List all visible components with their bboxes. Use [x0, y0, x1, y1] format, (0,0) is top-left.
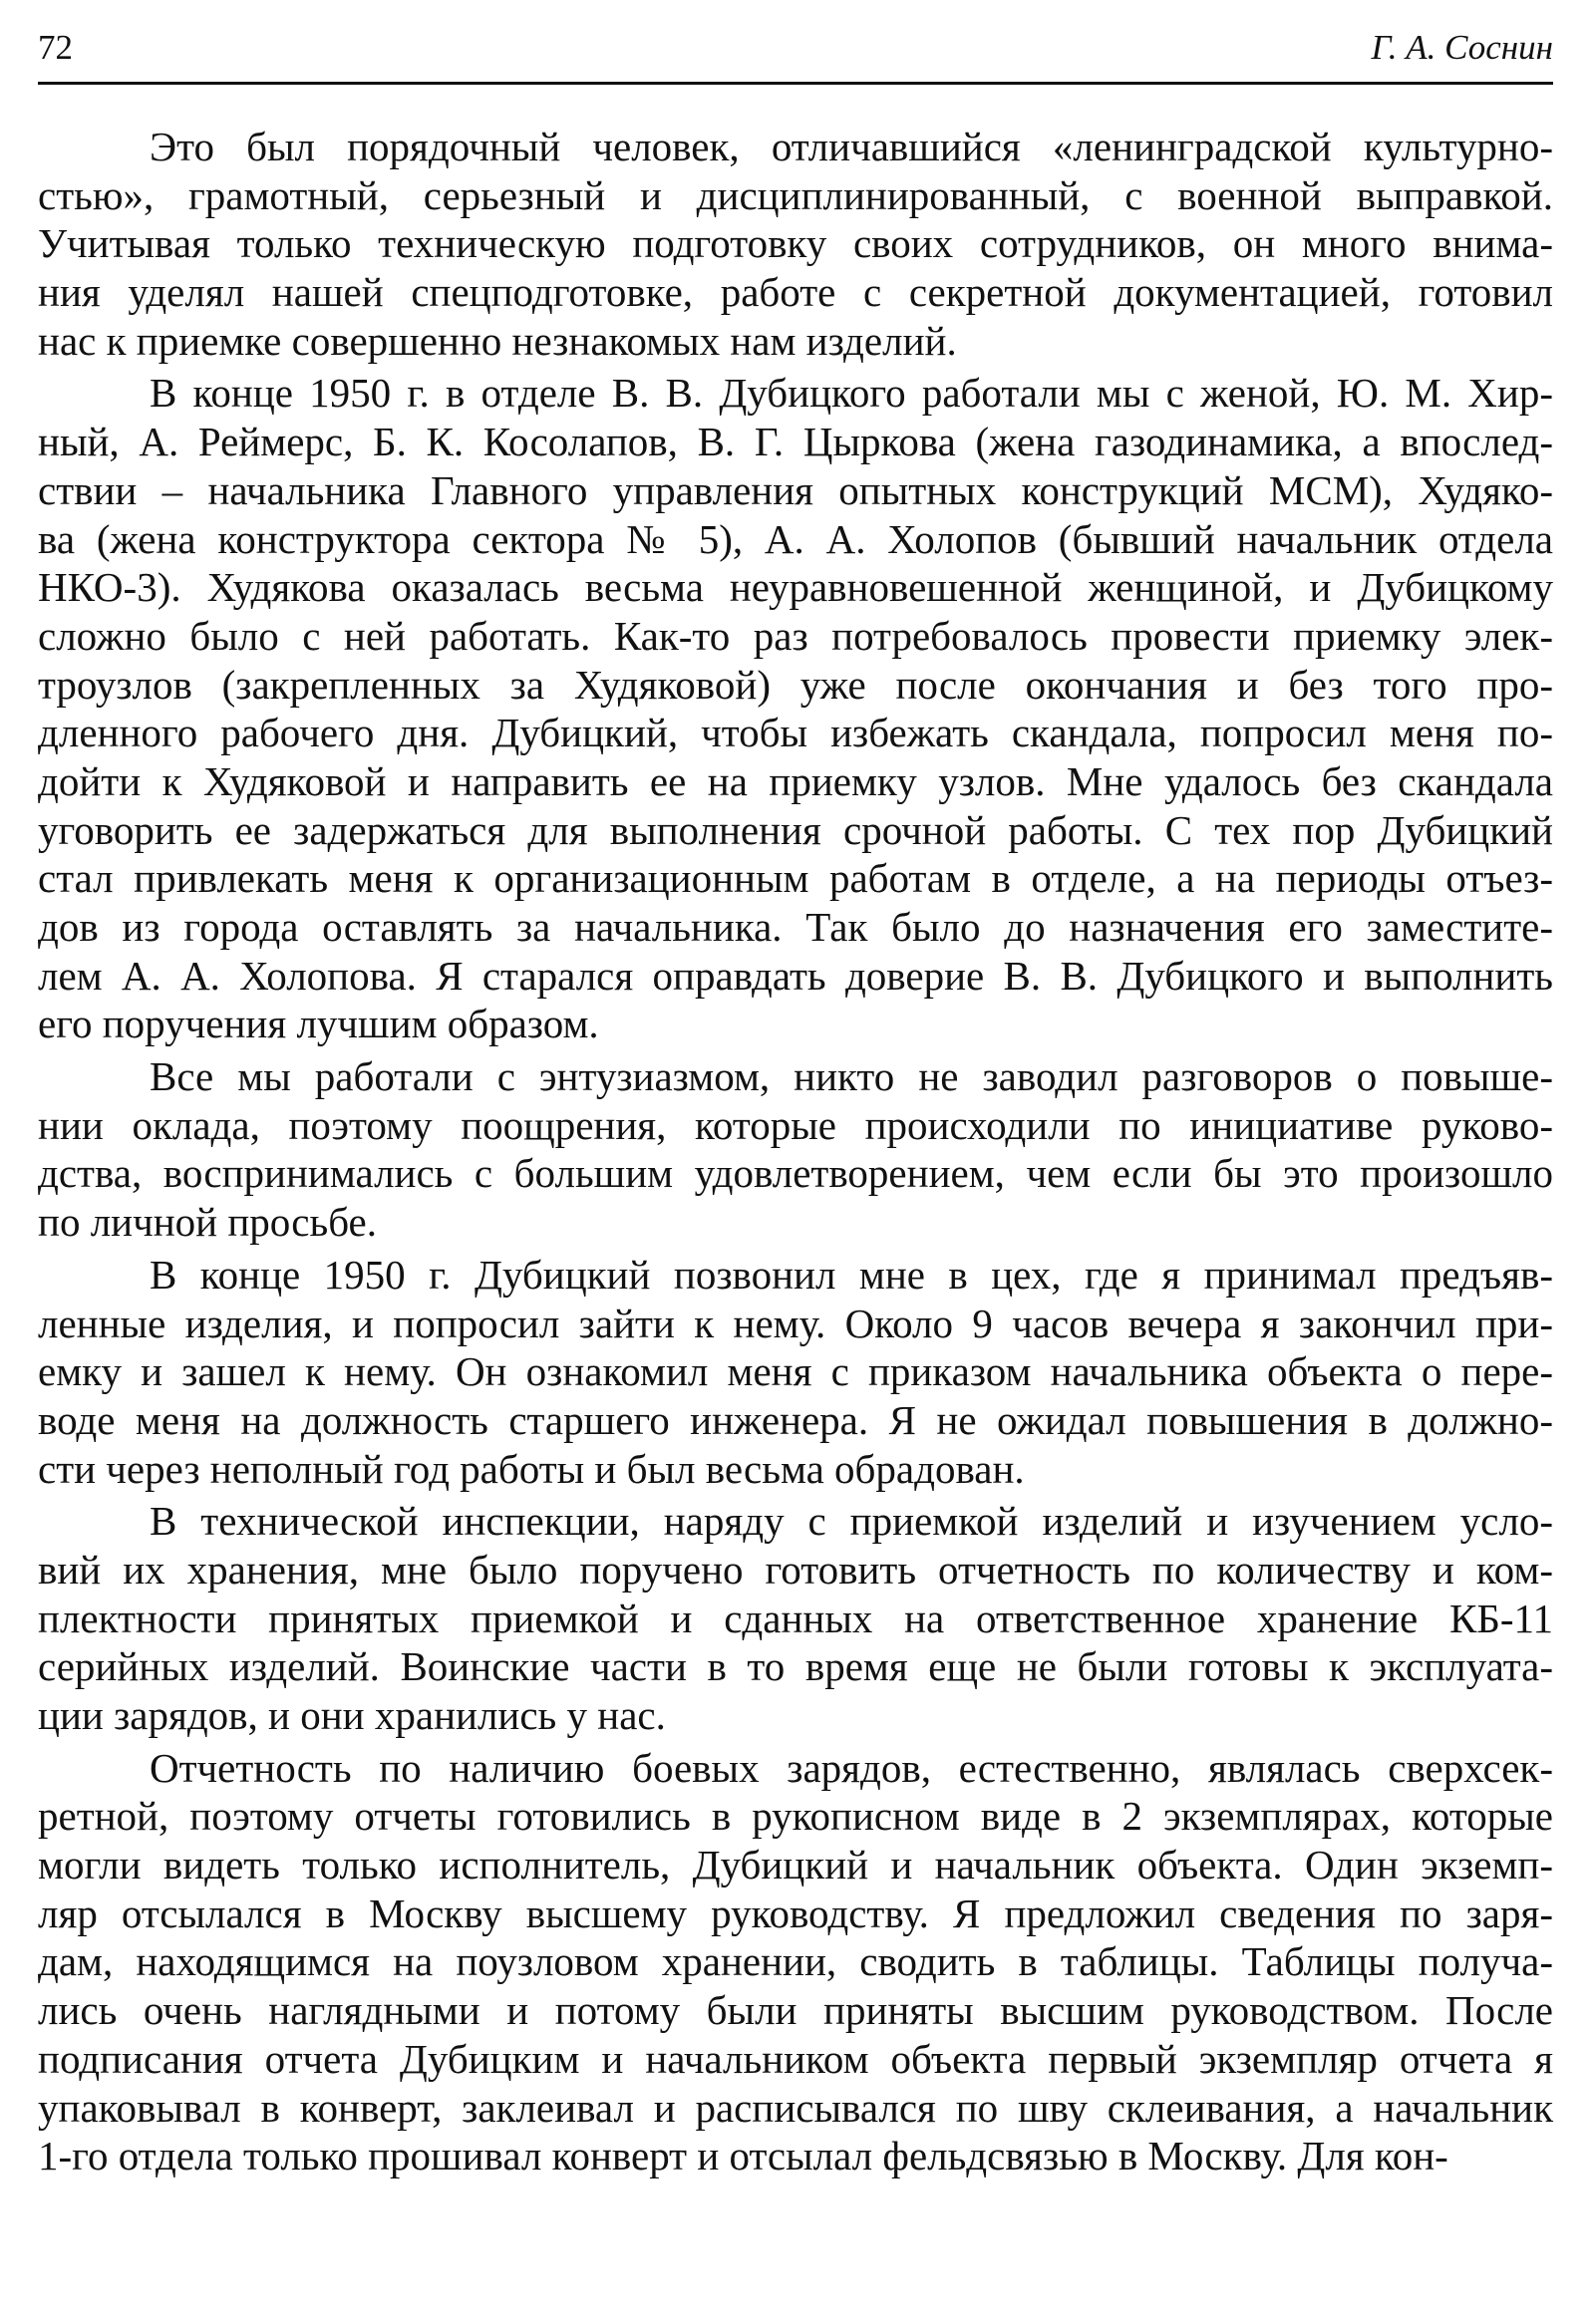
body-text: [38, 123, 1553, 2180]
text-line: лем А. А. Холопова. Я старался оправдать доверие В. В. Дубицкого и выполнить: [38, 952, 1553, 999]
text-line: дов из города оставлять за начальника. Так было до назначения его заместите-: [38, 904, 1553, 950]
text-line: упаковывал в конверт, заклеивал и расписывался по шву склеивания, а начальник: [38, 2084, 1553, 2131]
text-line: подписания отчета Дубицким и начальником объекта первый экземпляр отчета я: [38, 2035, 1553, 2082]
text-line: нас к приемке совершенно незнакомых нам изделий.: [38, 317, 957, 364]
text-line: ции зарядов, и они хранились у нас.: [38, 1692, 666, 1738]
paragraph: [38, 1497, 1553, 1739]
paragraph: [38, 1744, 1553, 2180]
text-line: дства, воспринимались с большим удовлетворением, чем если бы это произошло: [38, 1150, 1553, 1197]
text-line: вий их хранения, мне было поручено готовить отчетность по количеству и ком-: [38, 1546, 1553, 1593]
text-line: емку и зашел к нему. Он ознакомил меня с приказом начальника объекта о пере-: [38, 1348, 1553, 1395]
text-line: ния уделял нашей спецподготовке, работе с секретной документацией, готовил: [38, 269, 1553, 316]
paragraph: [38, 123, 1553, 365]
text-line: сложно было с ней работать. Как-то раз потребовалось провести приемку элек-: [38, 612, 1553, 659]
text-line: могли видеть только исполнитель, Дубицкий и начальник объекта. Один экземп-: [38, 1842, 1553, 1888]
text-line: троузлов (закрепленных за Худяковой) уже после окончания и без того про-: [38, 661, 1553, 708]
text-line: нии оклада, поэтому поощрения, которые происходили по инициативе руково-: [38, 1101, 1553, 1148]
text-line: серийных изделий. Воинские части в то время еще не были готовы к эксплуата-: [38, 1643, 1553, 1690]
text-line: воде меня на должность старшего инженера. Я не ожидал повышения в должно-: [38, 1396, 1553, 1443]
header-rule: [38, 82, 1553, 85]
text-line: Отчетность по наличию боевых зарядов, естественно, являлась сверхсек-: [150, 1744, 1553, 1791]
paragraph: [38, 1251, 1553, 1493]
text-line: В технической инспекции, наряду с приемкой изделий и изучением усло-: [150, 1498, 1553, 1545]
text-line: НКО-3). Худякова оказалась весьма неуравновешенной женщиной, и Дубицкому: [38, 564, 1553, 611]
text-line: Все мы работали с энтузиазмом, никто не заводил разговоров о повыше-: [150, 1053, 1553, 1100]
text-line: В конце 1950 г. в отделе В. В. Дубицкого работали мы с женой, Ю. М. Хир-: [150, 370, 1553, 417]
text-line: сти через неполный год работы и был весьма обрадован.: [38, 1445, 1025, 1492]
text-line: В конце 1950 г. Дубицкий позвонил мне в цех, где я принимал предъяв-: [150, 1251, 1553, 1298]
text-line: Учитывая только техническую подготовку своих сотрудников, он много внима-: [38, 220, 1553, 267]
text-line: ленные изделия, и попросил зайти к нему. Около 9 часов вечера я закончил при-: [38, 1300, 1553, 1346]
running-head-author: Г. А. Соснин: [1371, 28, 1553, 67]
text-line: ляр отсылался в Москву высшему руководству. Я предложил сведения по заря-: [38, 1889, 1553, 1936]
text-line: по личной просьбе.: [38, 1199, 377, 1246]
text-line: дленного рабочего дня. Дубицкий, чтобы избежать скандала, попросил меня по-: [38, 710, 1553, 756]
paragraph: [38, 1052, 1553, 1247]
text-line: ный, А. Реймерс, Б. К. Косолапов, В. Г. Цыркова (жена газодинамика, а впослед-: [38, 419, 1553, 465]
text-line: стал привлекать меня к организационным работам в отделе, а на периоды отъез-: [38, 855, 1553, 902]
text-line: дам, находящимся на поузловом хранении, сводить в таблицы. Таблицы получа-: [38, 1938, 1553, 1985]
text-line: ва (жена конструктора сектора № 5), А. А. Холопов (бывший начальник отдела: [38, 515, 1553, 562]
text-line: стью», грамотный, серьезный и дисциплинированный, с военной выправкой.: [38, 171, 1553, 218]
paragraph: [38, 369, 1553, 1048]
text-line: Это был порядочный человек, отличавшийся «ленинградской культурно-: [150, 124, 1553, 169]
text-line: его поручения лучшим образом.: [38, 1001, 599, 1047]
text-line: дойти к Худяковой и направить ее на приемку узлов. Мне удалось без скандала: [38, 757, 1553, 804]
text-line: уговорить ее задержаться для выполнения срочной работы. С тех пор Дубицкий: [38, 806, 1553, 853]
text-line: плектности принятых приемкой и сданных на ответственное хранение КБ-11: [38, 1595, 1553, 1641]
text-line: ствии – начальника Главного управления опытных конструкций МСМ), Худяко-: [38, 466, 1553, 513]
text-line: 1-го отдела только прошивал конверт и отсылал фельдсвязью в Москву. Для кон-: [38, 2133, 1448, 2179]
page-header: [38, 18, 1553, 80]
text-line: ретной, поэтому отчеты готовились в рукописном виде в 2 экземплярах, которые: [38, 1793, 1553, 1840]
page-number: 72: [38, 28, 73, 67]
text-line: лись очень наглядными и потому были приняты высшим руководством. После: [38, 1987, 1553, 2034]
